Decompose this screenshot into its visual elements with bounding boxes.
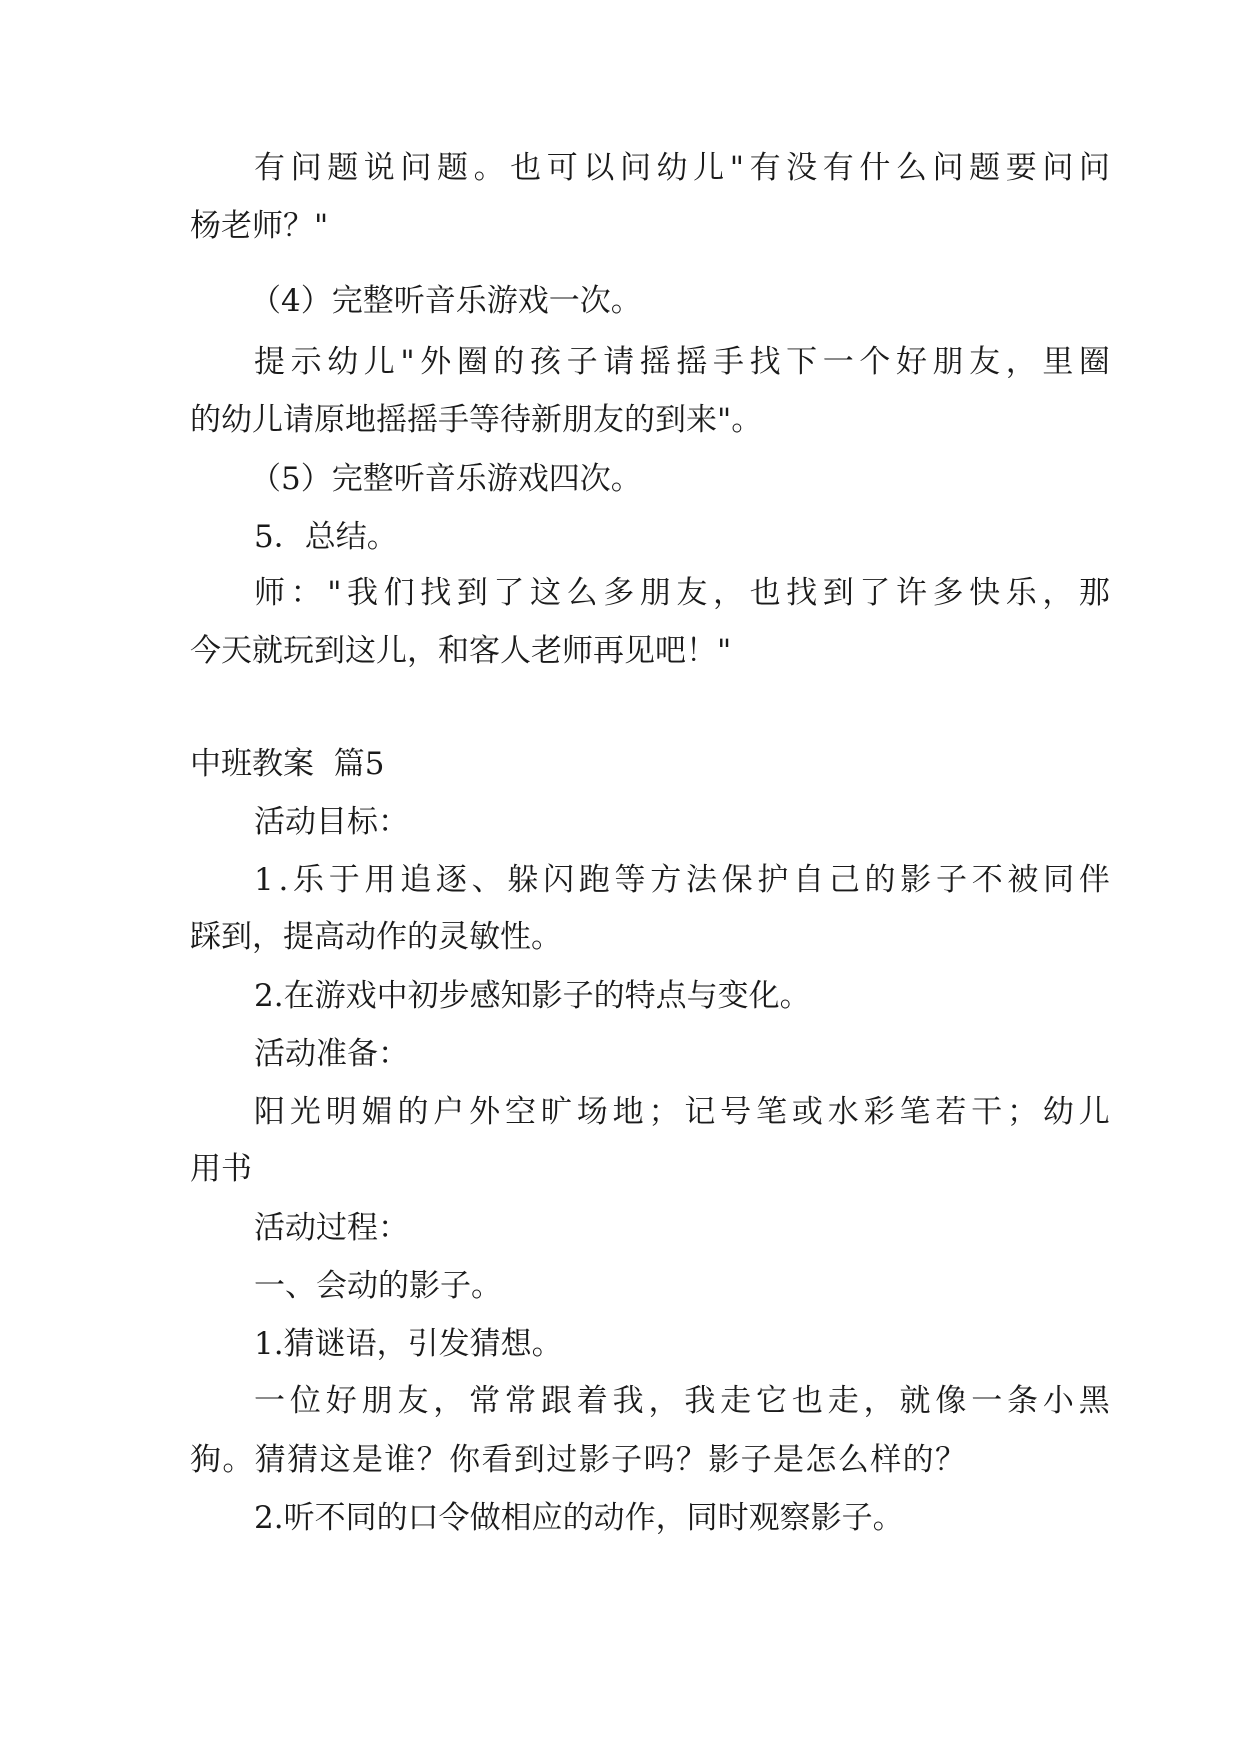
paragraph-line: 的幼儿请原地摇摇手等待新朋友的到来"。 [190, 402, 763, 438]
paragraph-line: （5）完整听音乐游戏四次。 [250, 461, 642, 497]
subsection-heading: 活动过程： [254, 1210, 409, 1246]
paragraph-line: 提 示 幼 儿 " 外 圈 的 孩 子 请 摇 摇 手 找 下 一 个 好 朋 友 ， 里 圈 [254, 344, 1110, 380]
paragraph-line: （4）完整听音乐游戏一次。 [250, 283, 642, 319]
paragraph-line: 阳 光 明 媚 的 户 外 空 旷 场 地 ； 记 号 笔 或 水 彩 笔 若 干 ； 幼 儿 [254, 1094, 1110, 1130]
paragraph-line: 一、会动的影子。 [254, 1268, 502, 1304]
paragraph-line: 狗 。 猜 猜 这 是 谁 ？ 你 看 到 过 影 子 吗 ？ 影 子 是 怎 么 样 的 ？ [190, 1442, 966, 1478]
subsection-heading: 活动准备： [254, 1036, 409, 1072]
paragraph-line: 1 . 乐 于 用 追 逐 、 躲 闪 跑 等 方 法 保 护 自 己 的 影 子 不 被 同 伴 [254, 862, 1110, 898]
paragraph-line: 师 ： " 我 们 找 到 了 这 么 多 朋 友 ， 也 找 到 了 许 多 快 乐 ， 那 [254, 575, 1110, 611]
paragraph-line: 1.猜谜语，引发猜想。 [254, 1326, 563, 1362]
paragraph-line: 一 位 好 朋 友 ， 常 常 跟 着 我 ， 我 走 它 也 走 ， 就 像 一 条 小 黑 [254, 1383, 1110, 1419]
subsection-heading: 活动目标： [254, 804, 409, 840]
paragraph-line: 杨老师？" [190, 208, 329, 244]
paragraph-line: 今天就玩到这儿，和客人老师再见吧！" [190, 633, 732, 669]
paragraph-line: 2.在游戏中初步感知影子的特点与变化。 [254, 978, 811, 1014]
section-heading: 中班教案 篇5 [190, 746, 385, 782]
section-item: 5．总结。 [254, 519, 398, 555]
paragraph-line: 用书 [190, 1151, 252, 1187]
paragraph-line: 踩到，提高动作的灵敏性。 [190, 919, 562, 955]
paragraph-line: 2.听不同的口令做相应的动作，同时观察影子。 [254, 1500, 904, 1536]
paragraph-line: 有 问 题 说 问 题 。 也 可 以 问 幼 儿 " 有 没 有 什 么 问 题 要 问 问 [254, 150, 1110, 186]
